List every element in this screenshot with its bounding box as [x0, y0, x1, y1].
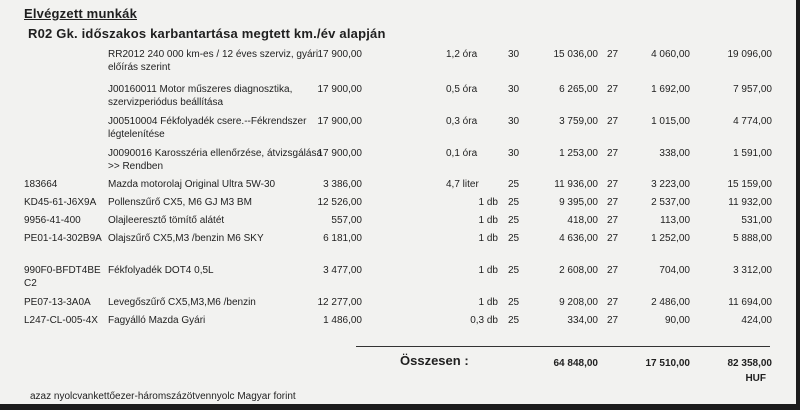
quantity: 4,7 liter	[446, 179, 479, 190]
vat-rate: 27	[607, 265, 619, 276]
item-description-line: szervizperiódus beállítása	[108, 97, 224, 108]
discount-percent: 25	[508, 197, 520, 208]
totals-label: Összesen :	[400, 353, 469, 368]
item-description-line: előírás szerint	[108, 62, 171, 73]
discount-percent: 25	[508, 179, 520, 190]
item-description-line: Fékfolyadék DOT4 0,5L	[108, 265, 214, 276]
item-code: PE07-13-3A0A	[24, 297, 91, 308]
total-gross: 82 358,00	[727, 358, 772, 369]
gross-amount: 531,00	[741, 215, 772, 226]
discount-percent: 30	[508, 148, 520, 159]
gross-amount: 15 159,00	[727, 179, 772, 190]
gross-amount: 4 774,00	[733, 116, 772, 127]
item-description-line: Levegőszűrő CX5,M3,M6 /benzin	[108, 297, 256, 308]
vat-amount: 1 015,00	[651, 116, 690, 127]
item-description-line: J0090016 Karosszéria ellenőrzése, átvizsgálása	[108, 148, 323, 159]
vat-amount: 1 252,00	[651, 233, 690, 244]
quantity: 1 db	[478, 215, 498, 226]
gross-amount: 1 591,00	[733, 148, 772, 159]
discount-percent: 30	[508, 49, 520, 60]
quantity: 0,3 óra	[446, 116, 478, 127]
unit-price: 17 900,00	[317, 84, 362, 95]
vat-amount: 704,00	[659, 265, 690, 276]
vat-rate: 27	[607, 233, 619, 244]
discount-percent: 25	[508, 265, 520, 276]
total-vat: 17 510,00	[645, 358, 690, 369]
discount-percent: 30	[508, 84, 520, 95]
net-amount: 334,00	[567, 315, 598, 326]
totals-divider	[356, 346, 770, 347]
currency: HUF	[745, 373, 766, 384]
discount-percent: 25	[508, 215, 520, 226]
item-description-line: Mazda motorolaj Original Ultra 5W-30	[108, 179, 276, 190]
unit-price: 6 181,00	[323, 233, 362, 244]
net-amount: 15 036,00	[553, 49, 598, 60]
net-amount: 2 608,00	[559, 265, 598, 276]
item-code: 183664	[24, 179, 58, 190]
item-description-line: J00160011 Motor műszeres diagnosztika,	[108, 84, 293, 95]
net-amount: 3 759,00	[559, 116, 598, 127]
quantity: 1 db	[478, 233, 498, 244]
quantity: 1 db	[478, 297, 498, 308]
quantity: 0,5 óra	[446, 84, 478, 95]
vat-amount: 113,00	[660, 215, 690, 226]
item-code: PE01-14-302B9A	[24, 233, 102, 244]
item-description-line: Olajleeresztő tömítő alátét	[108, 215, 225, 226]
item-code: 9956-41-400	[24, 215, 81, 226]
discount-percent: 25	[508, 233, 520, 244]
item-description-line: J00510004 Fékfolyadék csere.--Fékrendszer	[108, 116, 307, 127]
gross-amount: 7 957,00	[733, 84, 772, 95]
unit-price: 17 900,00	[317, 148, 362, 159]
net-amount: 9 208,00	[559, 297, 598, 308]
item-code: L247-CL-005-4X	[24, 315, 98, 326]
amount-in-words: azaz nyolcvankettőezer-háromszázötvennyolc Magyar forint	[30, 391, 296, 402]
unit-price: 12 277,00	[317, 297, 362, 308]
net-amount: 6 265,00	[559, 84, 598, 95]
vat-amount: 3 223,00	[651, 179, 690, 190]
gross-amount: 11 694,00	[728, 297, 772, 308]
item-description-line: Fagyálló Mazda Gyári	[108, 315, 206, 326]
net-amount: 1 253,00	[559, 148, 598, 159]
unit-price: 1 486,00	[323, 315, 362, 326]
vat-amount: 90,00	[664, 315, 690, 326]
net-amount: 418,00	[567, 215, 598, 226]
total-net: 64 848,00	[553, 358, 598, 369]
vat-rate: 27	[607, 179, 619, 190]
vat-rate: 27	[607, 197, 619, 208]
unit-price: 12 526,00	[317, 197, 362, 208]
quantity: 0,1 óra	[446, 148, 478, 159]
item-code: KD45-61-J6X9A	[24, 197, 97, 208]
vat-rate: 27	[607, 297, 619, 308]
gross-amount: 5 888,00	[733, 233, 772, 244]
unit-price: 17 900,00	[317, 49, 362, 60]
section-subtitle: R02 Gk. időszakos karbantartása megtett km./év alapján	[28, 26, 386, 41]
vat-rate: 27	[607, 315, 619, 326]
item-description-line: Pollenszűrő CX5, M6 GJ M3 BM	[108, 197, 252, 208]
net-amount: 4 636,00	[559, 233, 598, 244]
vat-amount: 1 692,00	[651, 84, 690, 95]
item-description-line: légtelenítése	[108, 129, 165, 140]
quantity: 1 db	[478, 265, 498, 276]
quantity: 1,2 óra	[446, 49, 478, 60]
net-amount: 11 936,00	[554, 179, 598, 190]
item-description-line: >> Rendben	[108, 161, 164, 172]
vat-rate: 27	[607, 148, 619, 159]
unit-price: 3 386,00	[323, 179, 362, 190]
unit-price: 3 477,00	[323, 265, 362, 276]
gross-amount: 19 096,00	[727, 49, 772, 60]
vat-rate: 27	[607, 116, 619, 127]
net-amount: 9 395,00	[559, 197, 598, 208]
vat-amount: 338,00	[659, 148, 690, 159]
item-code: 990F0-BFDT4BEC2	[24, 265, 101, 289]
item-description-line: RR2012 240 000 km-es / 12 éves szerviz, gyári	[108, 49, 319, 60]
vat-rate: 27	[607, 84, 619, 95]
item-description-line: Olajszűrő CX5,M3 /benzin M6 SKY	[108, 233, 264, 244]
unit-price: 17 900,00	[317, 116, 362, 127]
vat-amount: 2 537,00	[651, 197, 690, 208]
vat-amount: 4 060,00	[651, 49, 690, 60]
vat-amount: 2 486,00	[651, 297, 690, 308]
gross-amount: 11 932,00	[728, 197, 772, 208]
discount-percent: 25	[508, 297, 520, 308]
quantity: 1 db	[478, 197, 498, 208]
gross-amount: 3 312,00	[733, 265, 772, 276]
discount-percent: 25	[508, 315, 520, 326]
vat-rate: 27	[607, 215, 619, 226]
section-title: Elvégzett munkák	[24, 6, 138, 21]
discount-percent: 30	[508, 116, 520, 127]
unit-price: 557,00	[331, 215, 362, 226]
gross-amount: 424,00	[741, 315, 772, 326]
vat-rate: 27	[607, 49, 619, 60]
quantity: 0,3 db	[470, 315, 498, 326]
